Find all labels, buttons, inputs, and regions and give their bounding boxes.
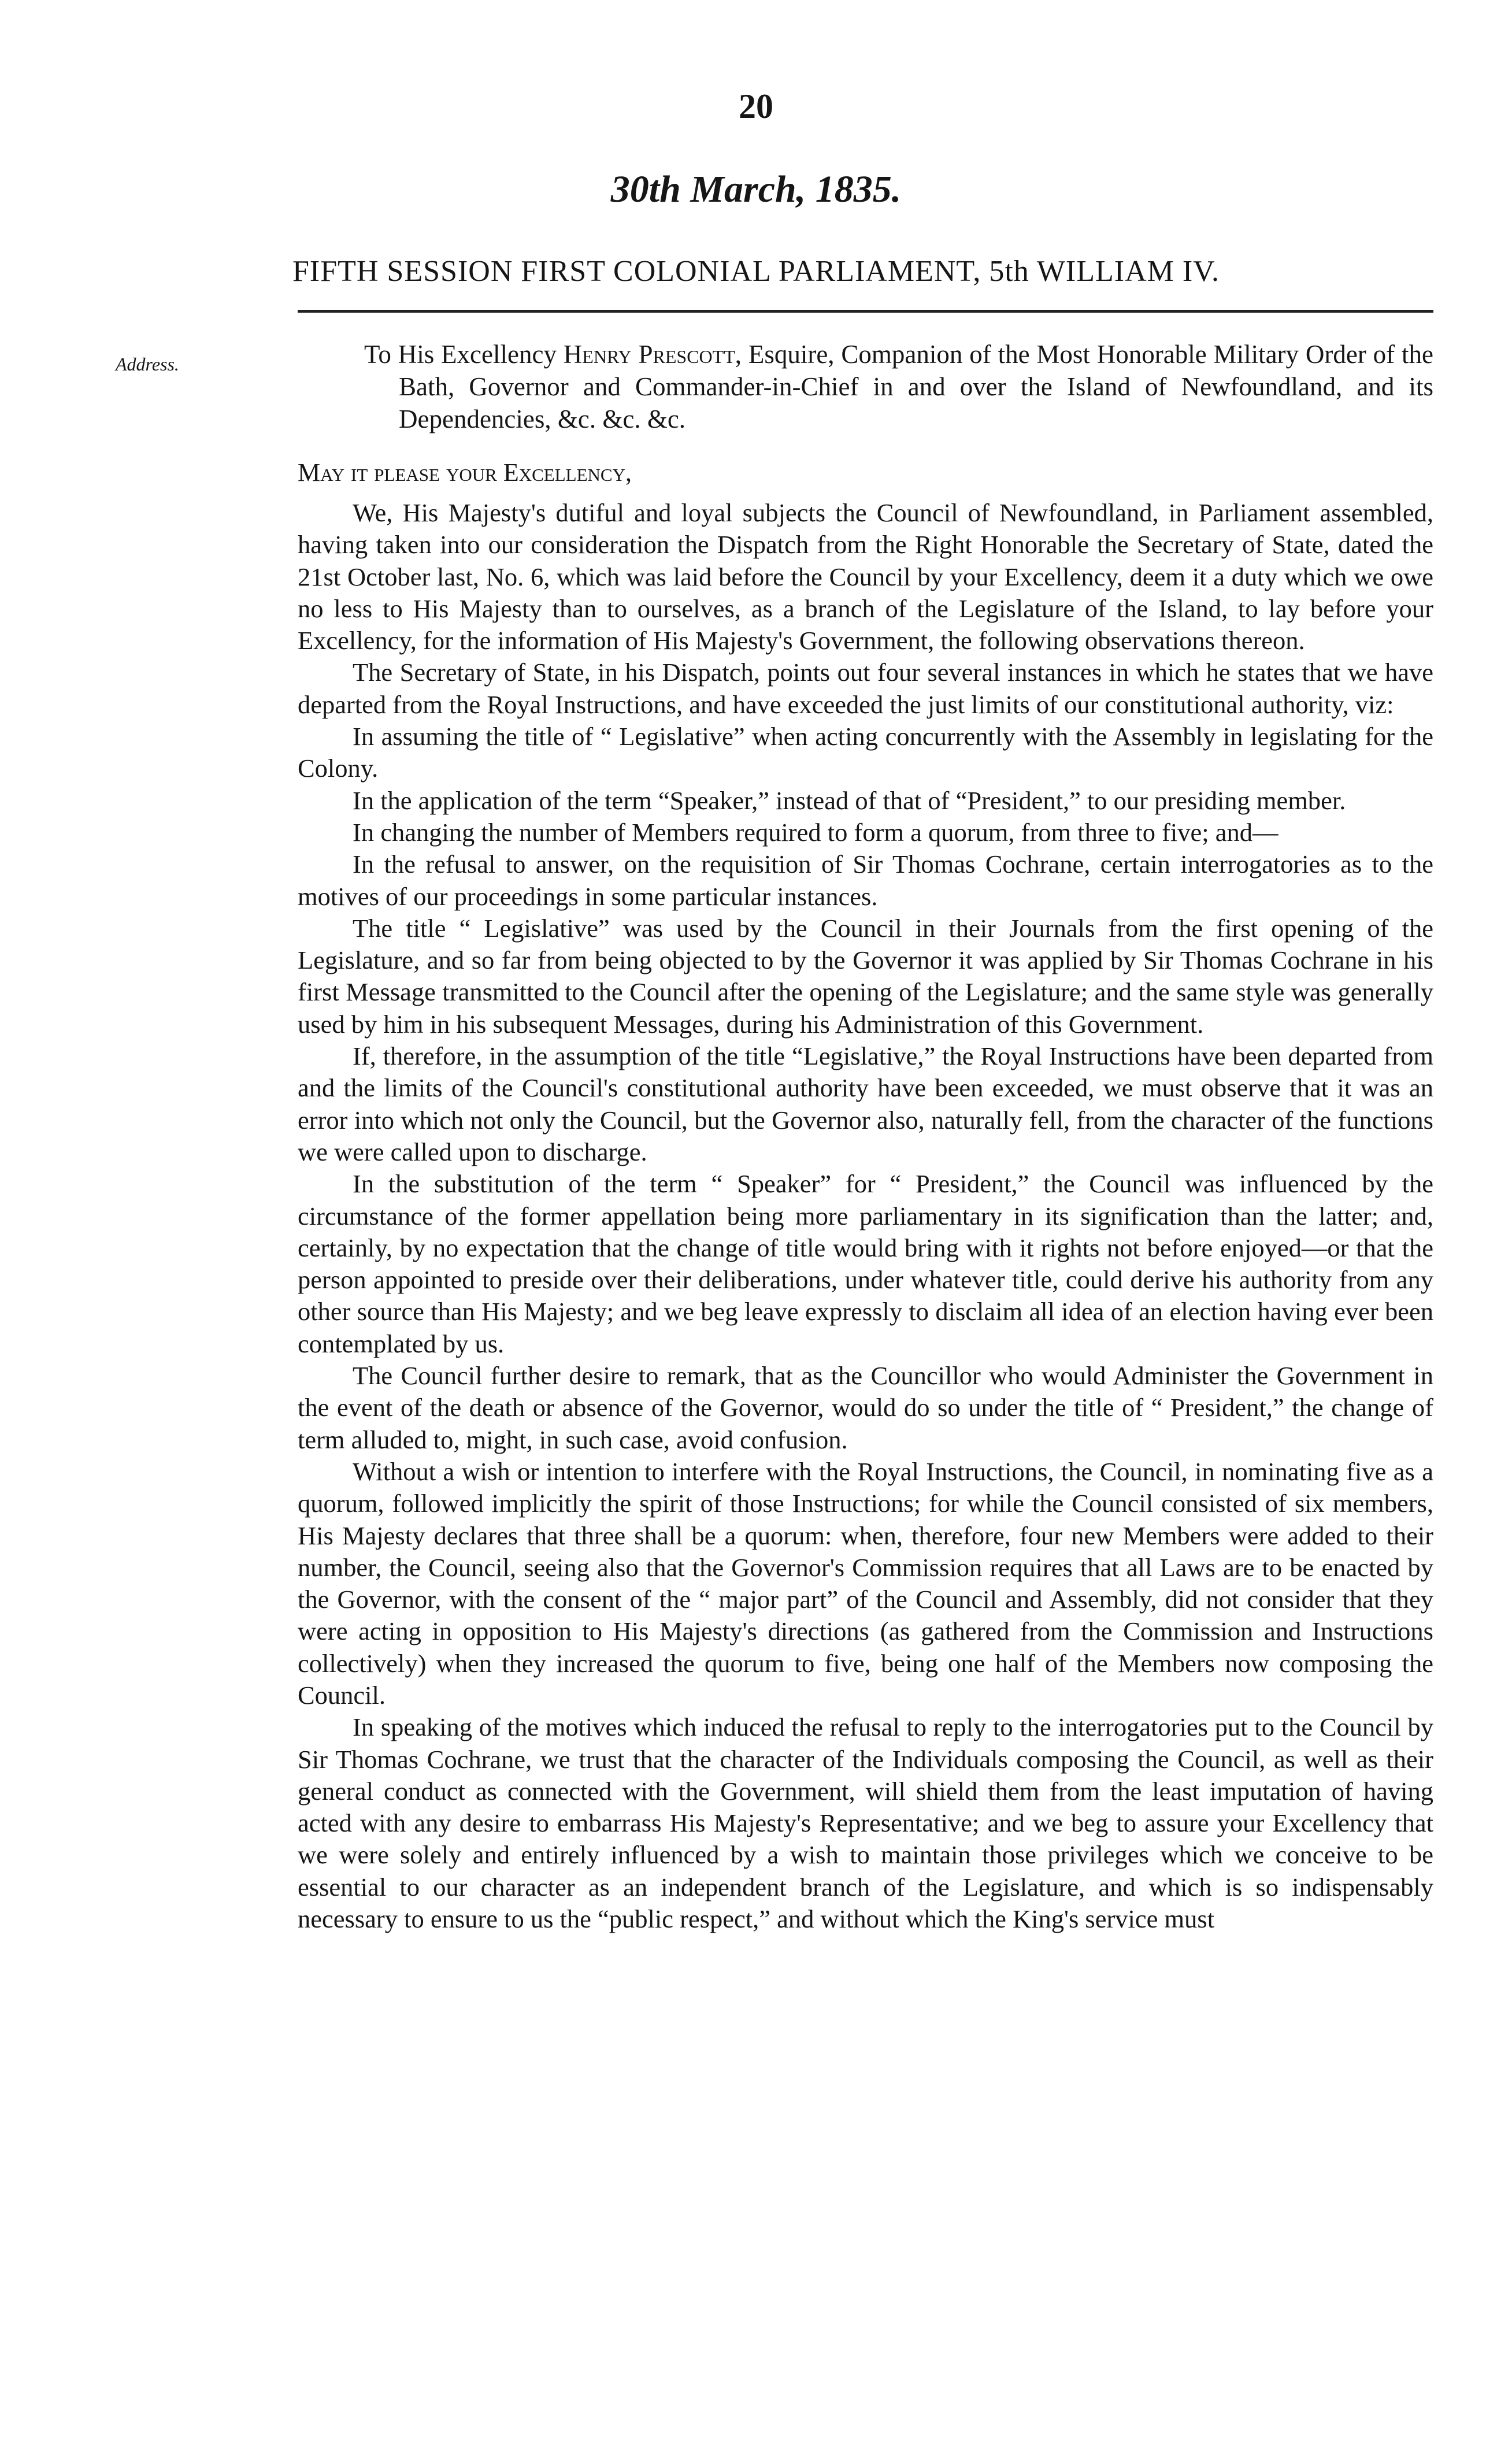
address-to: To His Excellency — [364, 340, 564, 369]
paragraph: Without a wish or intention to interfere with the Royal Instructions, the Council, in nominating five as a quorum, followed implicitly the spirit of those Instructions; for while the Council consisted of six members, His Majesty declares that three shall be a quorum: when, therefore, four new Members were added to their number, the Council, seeing also that the Governor's Commission requires that all Laws are to be enacted by the Governor, with the consent of the “ major part” of the Council and Assembly, did not consider that they were acting in opposition to His Majesty's directions (as gathered from the Commission and Instructions collectively) when they increased the quorum to five, being one half of the Members now composing the Council. — [298, 1456, 1433, 1710]
paragraph: In assuming the title of “ Legislative” when acting concurrently with the Assembly in legislating for the Colony. — [298, 722, 1433, 783]
salutation: May it please your Excellency, — [298, 458, 632, 487]
paragraph: In the application of the term “Speaker,” instead of that of “President,” to our presiding member. — [353, 785, 1346, 815]
paragraph: In changing the number of Members required to form a quorum, from three to five; and— — [353, 817, 1278, 847]
paragraph: In the substitution of the term “ Speaker” for “ President,” the Council was influenced by the circumstance of the former appellation being more parliamentary in its signification than the latter; and, certainly, by no expectation that the change of title would bring with it rights not before enjoyed—or that the person appointed to preside over their deliberations, under whatever title, could derive his authority from any other source than His Majesty; and we beg leave expressly to disclaim all idea of an election having ever been contemplated by us. — [298, 1169, 1433, 1358]
paragraph: The Secretary of State, in his Dispatch, points out four several instances in which he states that we have departed from the Royal Instructions, and have exceeded the just limits of our constitutional authority, viz: — [298, 658, 1433, 719]
paragraph: If, therefore, in the assumption of the title “Legislative,” the Royal Instructions have been departed from and the limits of the Council's constitutional authority have been exceeded, we must observe that it was an error into which not only the Council, but the Governor also, naturally fell, from the character of the functions we were called upon to discharge. — [298, 1041, 1433, 1166]
margin-note: Address. — [116, 354, 179, 375]
address-name: Henry Prescott — [563, 340, 735, 369]
session-heading: FIFTH SESSION FIRST COLONIAL PARLIAMENT, 5th WILLIAM IV. — [292, 255, 1220, 288]
address-block — [364, 338, 1433, 435]
document-date: 30th March, 1835. — [610, 168, 902, 210]
address-rest: , Esquire, Companion of the Most Honorable Military Order of the Bath, Governor and Commander-in-Chief in and over the Island of Newfoundland, and its Dependencies, &c. &c. &c. — [399, 340, 1433, 433]
paragraph: In the refusal to answer, on the requisition of Sir Thomas Cochrane, certain interrogatories as to the motives of our proceedings in some particular instances. — [298, 850, 1433, 911]
page-number: 20 — [739, 87, 773, 125]
paragraph: We, His Majesty's dutiful and loyal subjects the Council of Newfoundland, in Parliament assembled, having taken into our consideration the Dispatch from the Right Honorable the Secretary of State, dated the 21st October last, No. 6, which was laid before the Council by your Excellency, deem it a duty which we owe no less to His Majesty than to ourselves, as a branch of the Legislature of the Island, to lay before your Excellency, for the information of His Majesty's Government, the following observations thereon. — [298, 498, 1433, 655]
body-text — [298, 497, 1433, 1935]
header-divider — [298, 310, 1433, 313]
paragraph: The Council further desire to remark, that as the Councillor who would Administer the Government in the event of the death or absence of the Governor, would do so under the title of “ President,” the change of term alluded to, might, in such case, avoid confusion. — [298, 1361, 1433, 1454]
paragraph: The title “ Legislative” was used by the Council in their Journals from the first opening of the Legislature, and so far from being objected to by the Governor it was applied by Sir Thomas Cochrane in his first Message transmitted to the Council after the opening of the Legislature; and the same style was generally used by him in his subsequent Messages, during his Administration of this Government. — [298, 913, 1433, 1039]
paragraph: In speaking of the motives which induced the refusal to reply to the interrogatories put to the Council by Sir Thomas Cochrane, we trust that the character of the Individuals composing the Council, as well as their general conduct as connected with the Government, will shield them from the least imputation of having acted with any desire to embarrass His Majesty's Representative; and we beg to assure your Excellency that we were solely and entirely influenced by a wish to maintain those privileges which we conceive to be essential to our character as an independent branch of the Legislature, and which is so indispensably necessary to ensure to us the “public respect,” and without which the King's service must — [298, 1712, 1433, 1934]
